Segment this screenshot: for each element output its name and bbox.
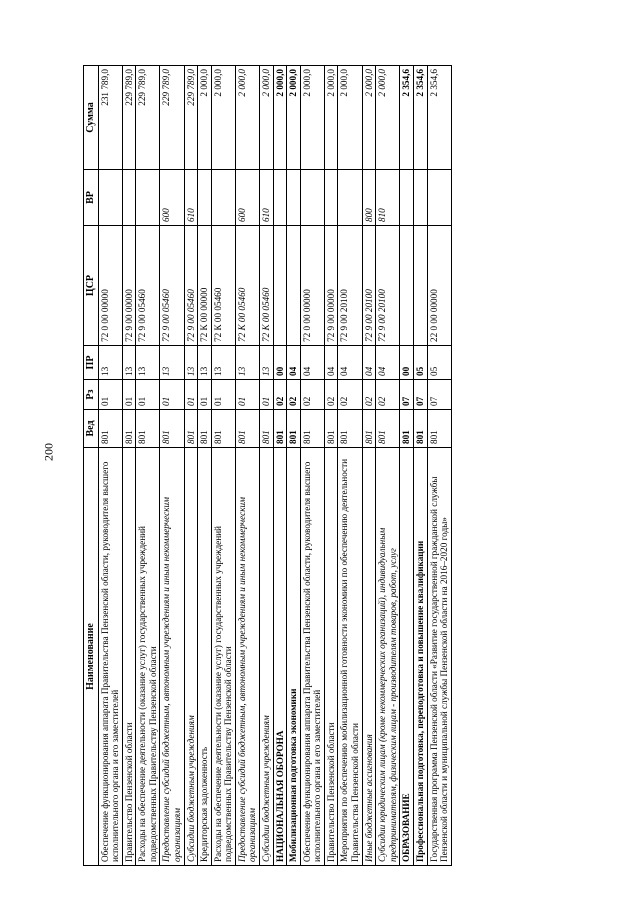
cell-name: Обеспечение функционирования аппарата Правительства Пензенской области, руководителя высшего исполнительного органа и его заместителей <box>98 448 122 866</box>
cell-ved: 801 <box>211 410 235 448</box>
cell-name: Субсидии бюджетным учреждениям <box>260 448 274 866</box>
cell-sum: 2 000,0 <box>300 66 324 170</box>
cell-csr: 72 9 00 00000 <box>324 226 338 346</box>
cell-ved: 801 <box>324 410 338 448</box>
cell-rz: 01 <box>122 380 136 410</box>
cell-pr: 04 <box>362 346 376 380</box>
cell-name: Расходы на обеспечение деятельности (оказание услуг) государственных учреждений подведомственных Правительству Пензенской области <box>211 448 235 866</box>
cell-rz: 01 <box>184 380 198 410</box>
table-row <box>362 66 376 866</box>
cell-csr: 72 0 00 00000 <box>98 226 122 346</box>
cell-name: Профессиональная подготовка, переподготовка и повышение квалификации <box>413 448 427 866</box>
table-body <box>98 66 451 866</box>
header-csr: ЦСР <box>84 226 99 346</box>
cell-vr: 810 <box>376 170 400 226</box>
budget-table <box>83 65 452 866</box>
cell-rz: 01 <box>136 380 160 410</box>
cell-rz: 01 <box>160 380 184 410</box>
cell-pr: 04 <box>376 346 400 380</box>
cell-rz: 02 <box>362 380 376 410</box>
table-row <box>287 66 301 866</box>
cell-sum: 2 000,0 <box>273 66 287 170</box>
cell-name: Мероприятия по обеспечению мобилизационной готовности экономики по обеспечению деятельности Правительства Пензенской области <box>338 448 362 866</box>
cell-vr <box>427 170 451 226</box>
cell-pr: 04 <box>287 346 301 380</box>
table-row <box>413 66 427 866</box>
cell-ved: 801 <box>400 410 414 448</box>
table-row <box>273 66 287 866</box>
cell-vr: 600 <box>160 170 184 226</box>
table-row <box>136 66 160 866</box>
table-row <box>324 66 338 866</box>
cell-csr: 72 9 00 05460 <box>136 226 160 346</box>
table-row <box>122 66 136 866</box>
cell-vr <box>400 170 414 226</box>
cell-rz: 01 <box>198 380 212 410</box>
cell-csr: 72 9 00 05460 <box>184 226 198 346</box>
cell-name: Предоставление субсидий бюджетным, автономным учреждениям и иным некоммерческим организациям <box>160 448 184 866</box>
cell-csr <box>273 226 287 346</box>
cell-sum: 2 354,6 <box>400 66 414 170</box>
rotated-page-content <box>83 66 575 866</box>
cell-csr: 22 0 00 00000 <box>427 226 451 346</box>
cell-vr <box>300 170 324 226</box>
cell-sum: 229 789,0 <box>160 66 184 170</box>
cell-sum: 2 000,0 <box>198 66 212 170</box>
cell-pr: 00 <box>273 346 287 380</box>
cell-vr <box>98 170 122 226</box>
cell-vr <box>324 170 338 226</box>
cell-csr: 72 К 00 00000 <box>198 226 212 346</box>
cell-rz: 07 <box>413 380 427 410</box>
cell-vr <box>273 170 287 226</box>
table-row <box>260 66 274 866</box>
cell-name: ОБРАЗОВАНИЕ <box>400 448 414 866</box>
cell-rz: 01 <box>98 380 122 410</box>
cell-ved: 801 <box>136 410 160 448</box>
cell-name: НАЦИОНАЛЬНАЯ ОБОРОНА <box>273 448 287 866</box>
cell-ved: 801 <box>413 410 427 448</box>
cell-name: Иные бюджетные ассигнования <box>362 448 376 866</box>
header-ved: Вед <box>84 410 99 448</box>
cell-vr <box>198 170 212 226</box>
cell-sum: 2 000,0 <box>235 66 259 170</box>
table-row <box>198 66 212 866</box>
cell-pr: 04 <box>338 346 362 380</box>
cell-csr <box>287 226 301 346</box>
cell-sum: 2 354,6 <box>413 66 427 170</box>
cell-name: Субсидии бюджетным учреждениям <box>184 448 198 866</box>
header-vr: ВР <box>84 170 99 226</box>
table-row <box>300 66 324 866</box>
cell-ved: 801 <box>235 410 259 448</box>
cell-csr: 72 9 00 00000 <box>122 226 136 346</box>
cell-sum: 2 000,0 <box>376 66 400 170</box>
cell-pr: 13 <box>198 346 212 380</box>
cell-pr: 00 <box>400 346 414 380</box>
table-row <box>235 66 259 866</box>
cell-ved: 801 <box>427 410 451 448</box>
cell-rz: 02 <box>273 380 287 410</box>
cell-vr <box>338 170 362 226</box>
cell-name: Обеспечение функционирования аппарата Правительства Пензенской области, руководителя высшего исполнительного органа и его заместителей <box>300 448 324 866</box>
cell-pr: 13 <box>160 346 184 380</box>
cell-ved: 801 <box>98 410 122 448</box>
cell-vr: 600 <box>235 170 259 226</box>
cell-pr: 13 <box>122 346 136 380</box>
header-pr: ПР <box>84 346 99 380</box>
cell-pr: 13 <box>184 346 198 380</box>
cell-name: Субсидии юридическим лицам (кроме некоммерческих организаций), индивидуальным предпринимателям, физическим лицам - производителям товаров, работ, услуг <box>376 448 400 866</box>
cell-rz: 02 <box>338 380 362 410</box>
cell-rz: 02 <box>300 380 324 410</box>
cell-ved: 801 <box>122 410 136 448</box>
cell-csr: 72 9 00 20100 <box>338 226 362 346</box>
cell-ved: 801 <box>338 410 362 448</box>
cell-rz: 01 <box>211 380 235 410</box>
cell-ved: 801 <box>184 410 198 448</box>
cell-sum: 229 789,0 <box>136 66 160 170</box>
cell-rz: 01 <box>260 380 274 410</box>
cell-pr: 13 <box>260 346 274 380</box>
cell-vr: 610 <box>260 170 274 226</box>
cell-rz: 01 <box>235 380 259 410</box>
cell-rz: 02 <box>287 380 301 410</box>
cell-rz: 02 <box>376 380 400 410</box>
cell-csr: 72 К 00 05460 <box>260 226 274 346</box>
cell-csr <box>413 226 427 346</box>
cell-vr: 800 <box>362 170 376 226</box>
header-sum: Сумма <box>84 66 99 170</box>
cell-sum: 2 000,0 <box>338 66 362 170</box>
cell-pr: 13 <box>211 346 235 380</box>
cell-ved: 801 <box>260 410 274 448</box>
cell-ved: 801 <box>287 410 301 448</box>
table-row <box>338 66 362 866</box>
table-row <box>376 66 400 866</box>
cell-ved: 801 <box>198 410 212 448</box>
table-row <box>400 66 414 866</box>
cell-csr <box>400 226 414 346</box>
table-row <box>211 66 235 866</box>
cell-pr: 05 <box>427 346 451 380</box>
cell-csr: 72 9 00 05460 <box>160 226 184 346</box>
header-name: Наименование <box>84 448 99 866</box>
cell-rz: 02 <box>324 380 338 410</box>
cell-sum: 2 000,0 <box>211 66 235 170</box>
cell-vr <box>136 170 160 226</box>
cell-pr: 13 <box>235 346 259 380</box>
cell-sum: 2 000,0 <box>260 66 274 170</box>
cell-rz: 07 <box>427 380 451 410</box>
cell-pr: 04 <box>300 346 324 380</box>
cell-sum: 229 789,0 <box>122 66 136 170</box>
cell-csr: 72 0 00 00000 <box>300 226 324 346</box>
cell-vr <box>122 170 136 226</box>
cell-ved: 801 <box>160 410 184 448</box>
cell-vr <box>413 170 427 226</box>
cell-name: Предоставление субсидий бюджетным, автономным учреждениям и иным некоммерческим организациям <box>235 448 259 866</box>
cell-vr <box>287 170 301 226</box>
table-row <box>160 66 184 866</box>
cell-sum: 2 000,0 <box>287 66 301 170</box>
cell-ved: 801 <box>273 410 287 448</box>
cell-csr: 72 К 00 05460 <box>211 226 235 346</box>
cell-sum: 229 789,0 <box>184 66 198 170</box>
cell-name: Правительство Пензенской области <box>324 448 338 866</box>
table-row <box>427 66 451 866</box>
cell-rz: 07 <box>400 380 414 410</box>
cell-vr <box>211 170 235 226</box>
cell-pr: 04 <box>324 346 338 380</box>
cell-pr: 05 <box>413 346 427 380</box>
cell-ved: 801 <box>362 410 376 448</box>
cell-ved: 801 <box>376 410 400 448</box>
cell-name: Государственная программа Пензенской области «Развитие государственной гражданской службы Пензенской области и муниципальной службы Пензенской области на 2016–2020 годы» <box>427 448 451 866</box>
cell-csr: 72 9 00 20100 <box>376 226 400 346</box>
table-row <box>184 66 198 866</box>
cell-name: Расходы на обеспечение деятельности (оказание услуг) государственных учреждений подведомственных Правительству Пензенской области <box>136 448 160 866</box>
cell-sum: 2 354,6 <box>427 66 451 170</box>
cell-vr: 610 <box>184 170 198 226</box>
page-number: 200 <box>41 443 56 461</box>
cell-name: Кредиторская задолженность <box>198 448 212 866</box>
cell-pr: 13 <box>136 346 160 380</box>
cell-sum: 231 789,0 <box>98 66 122 170</box>
cell-csr: 72 К 00 05460 <box>235 226 259 346</box>
cell-name: Мобилизационная подготовка экономики <box>287 448 301 866</box>
cell-sum: 2 000,0 <box>324 66 338 170</box>
cell-sum: 2 000,0 <box>362 66 376 170</box>
table-header-row <box>84 66 99 866</box>
cell-csr: 72 9 00 20100 <box>362 226 376 346</box>
cell-name: Правительство Пензенской области <box>122 448 136 866</box>
table-row <box>98 66 122 866</box>
cell-pr: 13 <box>98 346 122 380</box>
header-rz: Рз <box>84 380 99 410</box>
cell-ved: 801 <box>300 410 324 448</box>
